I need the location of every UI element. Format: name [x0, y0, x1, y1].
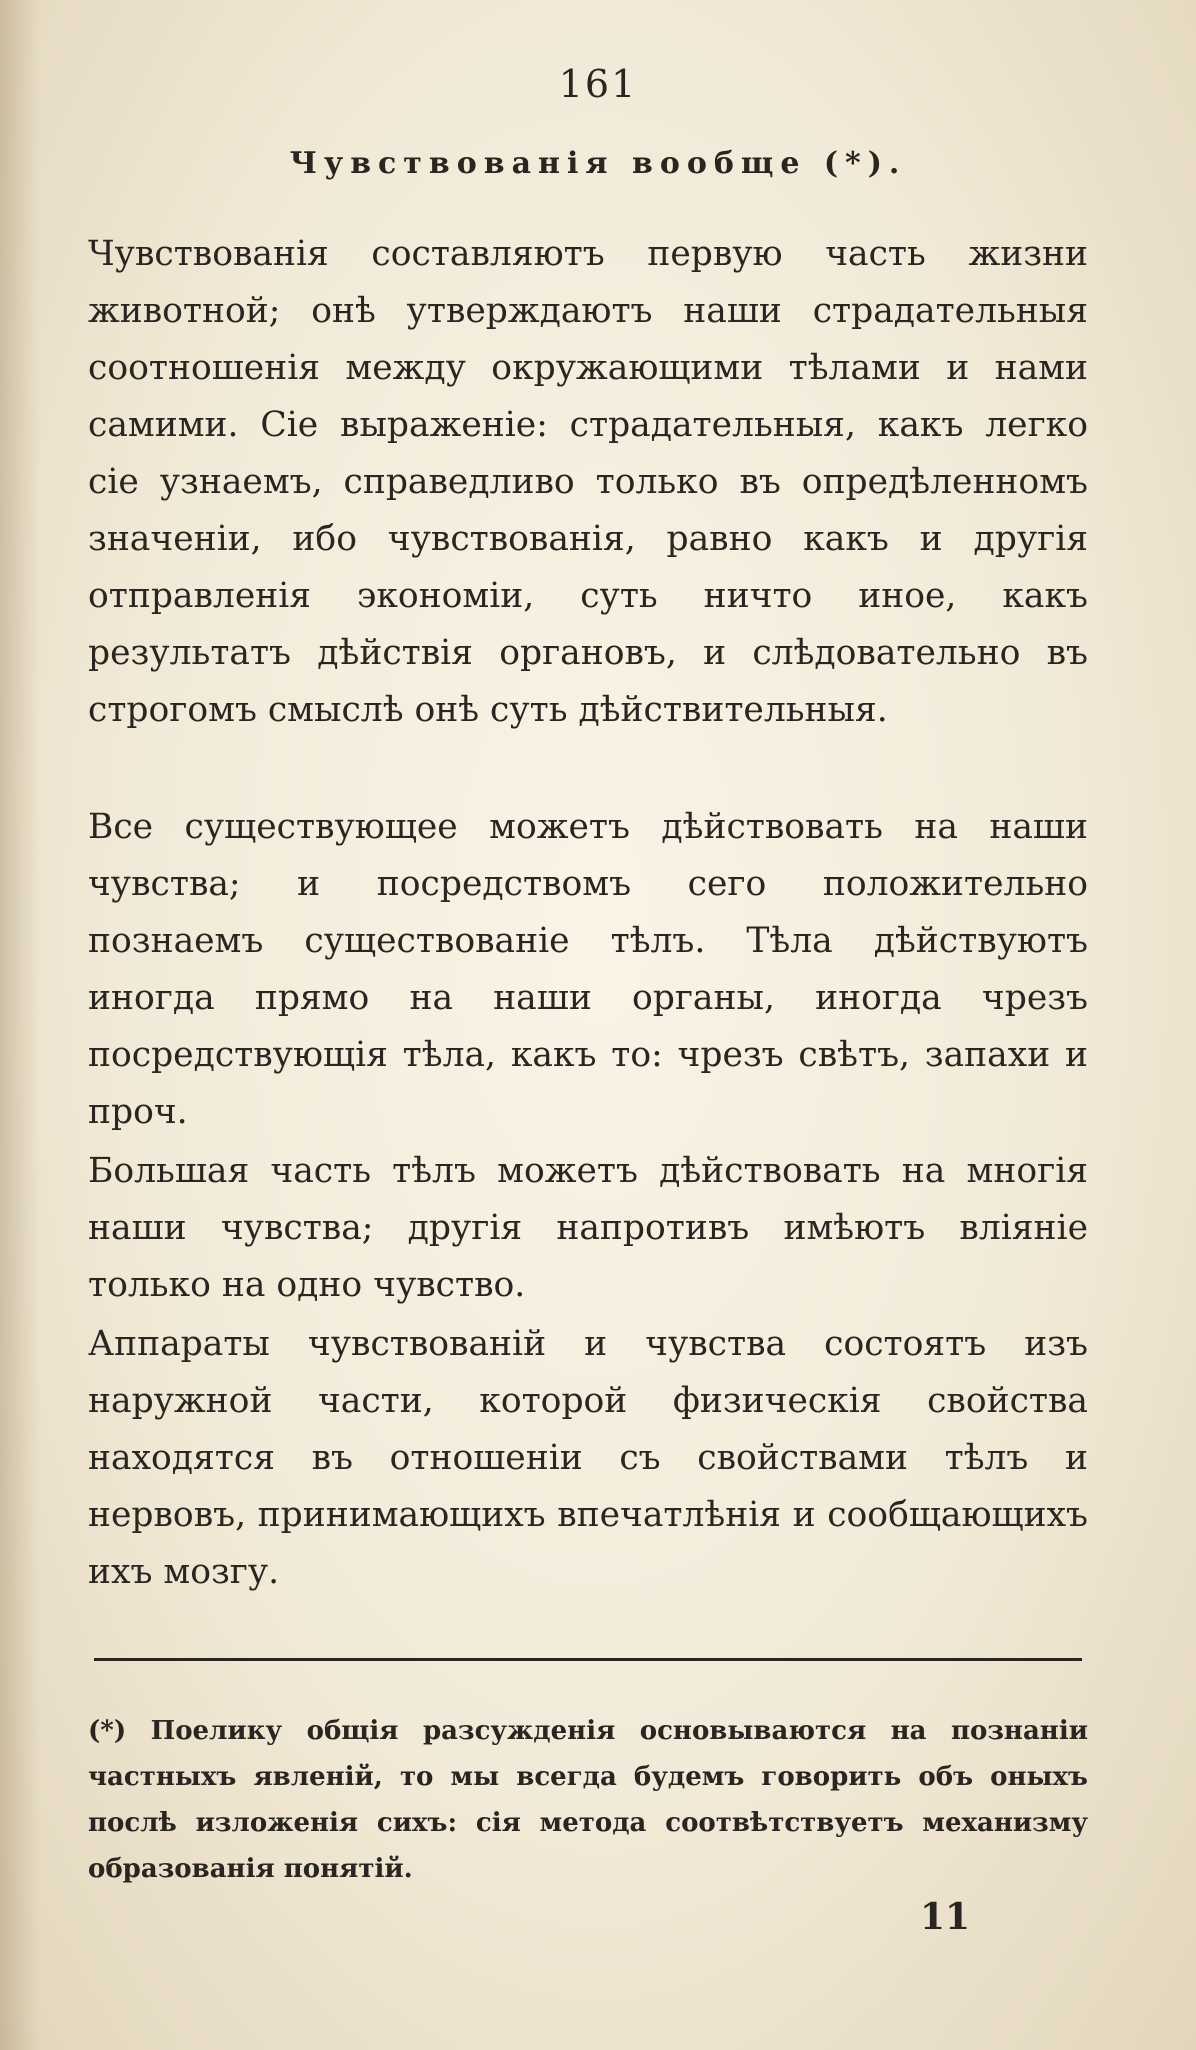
signature-mark: 11: [920, 1896, 971, 1938]
footnote-divider: [94, 1658, 1082, 1661]
page-edge-shadow: [0, 0, 40, 2050]
page-number: 161: [558, 62, 638, 106]
footnote: (*) Поелику общія разсужденія основываются на познаніи частныхъ явленій, то мы всегда будемъ говорить объ оныхъ послѣ изложенія сихъ: сія метода соотвѣтствуетъ механизму образованія понятій.: [88, 1716, 1088, 1884]
paragraph-1: Чувствованія составляютъ первую часть жизни животной; онѣ утверждаютъ наши страдательныя соотношенія между окружающими тѣлами и нами самими. Сіе выраженіе: страдательныя, какъ легко сіе узнаемъ, справедливо только въ опредѣленномъ значеніи, ибо чувствованія, равно какъ и другія отправленія экономіи, суть ничто иное, какъ результатъ дѣйствія органовъ, и слѣдовательно въ строгомъ смыслѣ онѣ суть дѣйствительныя.: [88, 234, 1088, 730]
paragraph-2: Все существующее можетъ дѣйствовать на наши чувства; и посредствомъ сего положительно познаемъ существованіе тѣлъ. Тѣла дѣйствуютъ иногда прямо на наши органы, иногда чрезъ посредствующія тѣла, какъ то: чрезъ свѣтъ, запахи и проч.: [88, 807, 1088, 1132]
paragraph-4: Аппараты чувствованій и чувства состоятъ изъ наружной части, которой физическія свойства находятся въ отношеніи съ свойствами тѣлъ и нервовъ, принимающихъ впечатлѣнія и сообщающихъ ихъ мозгу.: [88, 1324, 1088, 1592]
paragraph-3: Большая часть тѣлъ можетъ дѣйствовать на многія наши чувства; другія напротивъ имѣютъ вліяніе только на одно чувство.: [88, 1151, 1088, 1305]
section-title: Чувствованія вообще (*).: [289, 146, 907, 181]
